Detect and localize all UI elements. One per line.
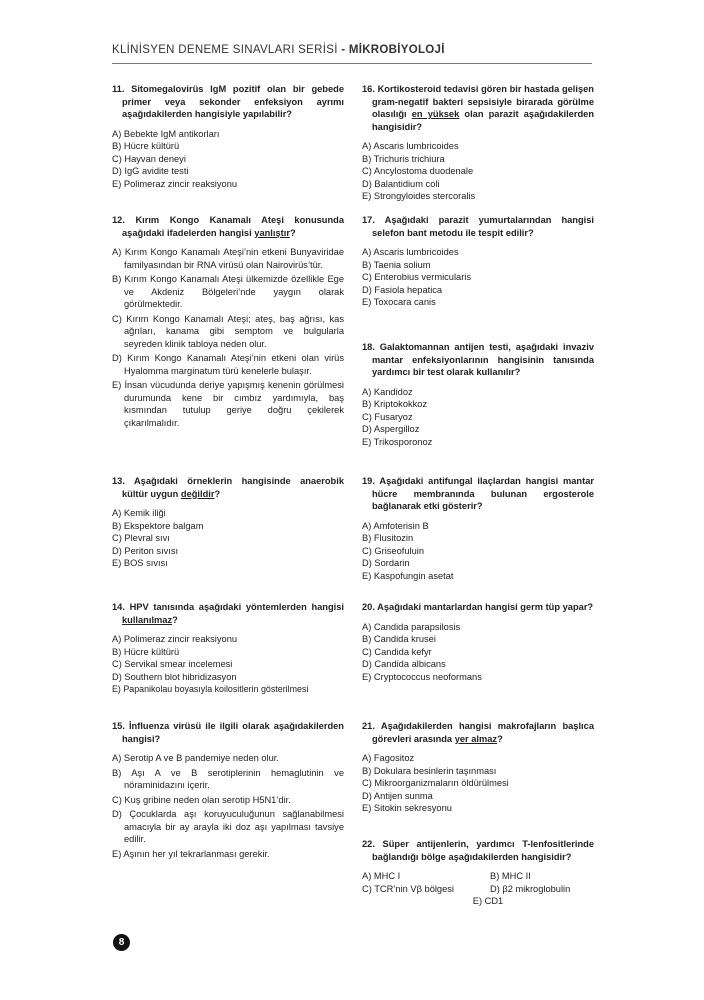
option-d[interactable]: D) Kırım Kongo Kanamalı Ateşi’nin etkeni olan virüs Hyalomma marginatum türü kenelerle bulaşır. bbox=[112, 353, 344, 376]
option-b[interactable]: B) Hücre kültürü bbox=[112, 141, 180, 151]
question-16 bbox=[362, 83, 594, 203]
question-12 bbox=[112, 214, 344, 431]
question-stem: 17. Aşağıdaki parazit yumurtalarından hangisi selefon bant metodu ile tespit edilir? bbox=[362, 215, 594, 238]
page-number-badge: 8 bbox=[113, 934, 130, 951]
question-stem: 19. Aşağıdaki antifungal ilaçlardan hangisi mantar hücre membranında bulunan ergosterole bağlanarak etki gösterir? bbox=[362, 476, 594, 511]
options-list bbox=[362, 520, 594, 583]
option-d[interactable]: D) Çocuklarda aşı koruyuculuğunun sağlanabilmesi amacıyla bir ay arayla iki doz aşı yapılması tavsiye edilir. bbox=[112, 809, 344, 844]
options-list bbox=[112, 633, 344, 696]
options-list bbox=[362, 140, 594, 203]
option-b[interactable]: B) Dokulara besinlerin taşınması bbox=[362, 765, 497, 776]
option-c[interactable]: C) Kuş gribine neden olan serotip H5N1’dir. bbox=[112, 794, 291, 805]
question-stem: 16. Kortikosteroid tedavisi gören bir hastada gelişen gram-negatif bakteri sepsisiyle birarada görülme olasılığı en yüksek olan parazit aşağıdakilerden hangisidir? bbox=[362, 84, 594, 132]
option-a[interactable]: A) Kandidoz bbox=[362, 386, 413, 397]
option-c[interactable]: C) Fusaryoz bbox=[362, 411, 413, 422]
question-11 bbox=[112, 83, 344, 190]
options-list bbox=[112, 752, 344, 860]
option-c[interactable]: C) Servikal smear incelemesi bbox=[112, 659, 233, 669]
question-22 bbox=[362, 838, 594, 908]
option-d[interactable]: D) Aspergilloz bbox=[362, 424, 420, 434]
option-c[interactable]: C) Enterobius vermicularis bbox=[362, 272, 472, 282]
series-title: KLİNİSYEN DENEME SINAVLARI SERİSİ bbox=[112, 44, 338, 56]
question-stem: 20. Aşağıdaki mantarlardan hangisi germ tüp yapar? bbox=[362, 602, 594, 612]
option-e[interactable]: E) Trikosporonoz bbox=[362, 436, 433, 447]
question-stem: 21. Aşağıdakilerden hangisi makrofajların başlıca görevleri arasında yer almaz? bbox=[362, 721, 594, 744]
question-stem: 11. Sitomegalovirüs IgM pozitif olan bir gebede primer veya sekonder enfeksiyon ayrımı aşağıdakilerden hangisiyle yapılabilir? bbox=[112, 84, 344, 119]
question-stem: 18. Galaktomannan antijen testi, aşağıdaki invaziv mantar enfeksiyonlarının hangisinin tanısında yardımcı bir test olarak kullanılır? bbox=[362, 342, 594, 377]
option-b[interactable]: B) Kırım Kongo Kanamalı Ateşi ülkemizde özellikle Ege ve Akdeniz Bölgeleri’nde yaygın olarak görülmektedir. bbox=[112, 274, 344, 309]
option-c[interactable]: C) Candida kefyr bbox=[362, 646, 432, 657]
question-19 bbox=[362, 475, 594, 582]
option-e[interactable]: E) CD1 bbox=[472, 896, 504, 906]
stem-emphasis: yer almaz bbox=[454, 733, 498, 744]
question-stem: 15. İnfluenza virüsü ile ilgili olarak aşağıdakilerden hangisi? bbox=[112, 721, 344, 744]
question-18 bbox=[362, 341, 594, 448]
option-d[interactable]: D) Balantidium coli bbox=[362, 178, 440, 189]
stem-emphasis: kullanılmaz bbox=[122, 614, 173, 625]
option-a[interactable]: A) MHC I bbox=[362, 871, 401, 881]
option-c[interactable]: C) Hayvan deneyi bbox=[112, 153, 186, 164]
option-a[interactable]: A) Amfoterisin B bbox=[362, 520, 429, 531]
option-d[interactable]: D) Antijen sunma bbox=[362, 790, 433, 801]
question-20 bbox=[362, 601, 594, 683]
option-d[interactable]: D) Candida albicans bbox=[362, 659, 446, 669]
option-b[interactable]: B) Hücre kültürü bbox=[112, 646, 180, 657]
options-list bbox=[112, 507, 344, 570]
options-grid bbox=[362, 870, 594, 895]
option-e[interactable]: E) İnsan vücudunda deriye yapışmış kenenin görülmesi durumunda kene bir cımbız yardımıyla, baş kısmından tutulup geriye doğru çekilerek çıkarılmalıdır. bbox=[112, 380, 344, 428]
option-e[interactable]: E) Toxocara canis bbox=[362, 297, 436, 307]
question-stem: 22. Süper antijenlerin, yardımcı T-lenfositlerinde bağlandığı bölge aşağıdakilerden hangisidir? bbox=[362, 839, 594, 862]
options-list bbox=[362, 752, 594, 815]
option-d[interactable]: D) Sordarin bbox=[362, 558, 410, 568]
option-b[interactable]: B) Flusitozin bbox=[362, 533, 414, 543]
option-c[interactable]: C) Plevral sıvı bbox=[112, 533, 170, 543]
option-a[interactable]: A) Ascaris lumbricoides bbox=[362, 141, 459, 151]
options-list bbox=[362, 386, 594, 449]
option-e[interactable]: E) Cryptococcus neoformans bbox=[362, 671, 482, 682]
question-21 bbox=[362, 720, 594, 815]
option-d[interactable]: D) Fasiola hepatica bbox=[362, 284, 443, 295]
header-divider bbox=[112, 63, 592, 64]
option-e[interactable]: E) Aşının her yıl tekrarlanması gerekir. bbox=[112, 848, 270, 859]
option-a[interactable]: A) Bebekte IgM antikorları bbox=[112, 128, 220, 139]
question-stem: 12. Kırım Kongo Kanamalı Ateşi konusunda aşağıdaki ifadelerden hangisi yanlıştır? bbox=[112, 215, 344, 238]
option-c[interactable]: C) Mikroorganizmaların öldürülmesi bbox=[362, 778, 509, 788]
options-list bbox=[112, 128, 344, 191]
option-b[interactable]: B) MHC II bbox=[490, 871, 531, 881]
header-separator: - bbox=[337, 44, 349, 56]
subject-title: MİKROBİYOLOJİ bbox=[348, 44, 445, 56]
option-a[interactable]: A) Candida parapsilosis bbox=[362, 621, 461, 632]
option-a[interactable]: A) Polimeraz zincir reaksiyonu bbox=[112, 634, 238, 644]
options-list bbox=[362, 246, 594, 309]
question-15 bbox=[112, 720, 344, 862]
option-b[interactable]: B) Taenia solium bbox=[362, 259, 431, 270]
question-stem: 14. HPV tanısında aşağıdaki yöntemlerden hangisi kullanılmaz? bbox=[112, 602, 344, 625]
option-e[interactable]: E) Kaspofungin asetat bbox=[362, 570, 454, 581]
question-13 bbox=[112, 475, 344, 570]
option-b[interactable]: B) Kriptokokkoz bbox=[362, 399, 428, 409]
option-d[interactable]: D) Periton sıvısı bbox=[112, 545, 179, 556]
stem-emphasis: en yüksek bbox=[411, 109, 460, 119]
stem-emphasis: yanlıştır bbox=[254, 227, 290, 238]
option-b[interactable]: B) Candida krusei bbox=[362, 634, 436, 644]
option-d[interactable]: D) β2 mikroglobulin bbox=[490, 883, 571, 894]
options-list bbox=[362, 870, 594, 908]
option-b[interactable]: B) Ekspektore balgam bbox=[112, 520, 204, 531]
option-a[interactable]: A) Fagositoz bbox=[362, 753, 415, 763]
option-e[interactable]: E) Sitokin sekresyonu bbox=[362, 803, 452, 813]
option-a[interactable]: A) Kemik iliği bbox=[112, 508, 166, 518]
question-14 bbox=[112, 601, 344, 696]
question-17 bbox=[362, 214, 594, 309]
option-c[interactable]: C) TCR’nin Vβ bölgesi bbox=[362, 883, 454, 894]
option-e[interactable]: E) Polimeraz zincir reaksiyonu bbox=[112, 178, 238, 189]
option-e[interactable]: E) Strongyloides stercoralis bbox=[362, 191, 476, 201]
option-a[interactable]: A) Serotip A ve B pandemiye neden olur. bbox=[112, 753, 279, 763]
option-b[interactable]: B) Trichuris trichiura bbox=[362, 153, 445, 164]
option-a[interactable]: A) Ascaris lumbricoides bbox=[362, 247, 459, 257]
options-list bbox=[112, 246, 344, 429]
option-e[interactable]: E) Papanikolau boyasıyla koilositlerin gösterilmesi bbox=[112, 684, 309, 694]
question-stem: 13. Aşağıdaki örneklerin hangisinde anaerobik kültür uygun değildir? bbox=[112, 476, 344, 499]
option-c[interactable]: C) Ancylostoma duodenale bbox=[362, 166, 474, 176]
option-a[interactable]: A) Kırım Kongo Kanamalı Ateşi’nin etkeni Bunyaviridae familyasından bir RNA virüsü olan Nairovirüs’tür. bbox=[112, 247, 344, 270]
option-d[interactable]: D) IgG avidite testi bbox=[112, 166, 189, 176]
option-d[interactable]: D) Southern blot hibridizasyon bbox=[112, 671, 237, 682]
option-c[interactable]: C) Griseofuluin bbox=[362, 545, 425, 556]
stem-emphasis: değildir bbox=[180, 488, 215, 499]
option-b[interactable]: B) Aşı A ve B serotiplerinin hemaglutinin ve nöraminidazını içerir. bbox=[112, 767, 344, 790]
options-list bbox=[362, 621, 594, 684]
option-c[interactable]: C) Kırım Kongo Kanamalı Ateşi; ateş, baş ağrısı, kas ağrıları, kanama gibi semptom ve bulgularla seyreden klinik tabloya neden olur. bbox=[112, 313, 344, 349]
page-header bbox=[112, 44, 592, 56]
option-e[interactable]: E) BOS sıvısı bbox=[112, 558, 168, 568]
